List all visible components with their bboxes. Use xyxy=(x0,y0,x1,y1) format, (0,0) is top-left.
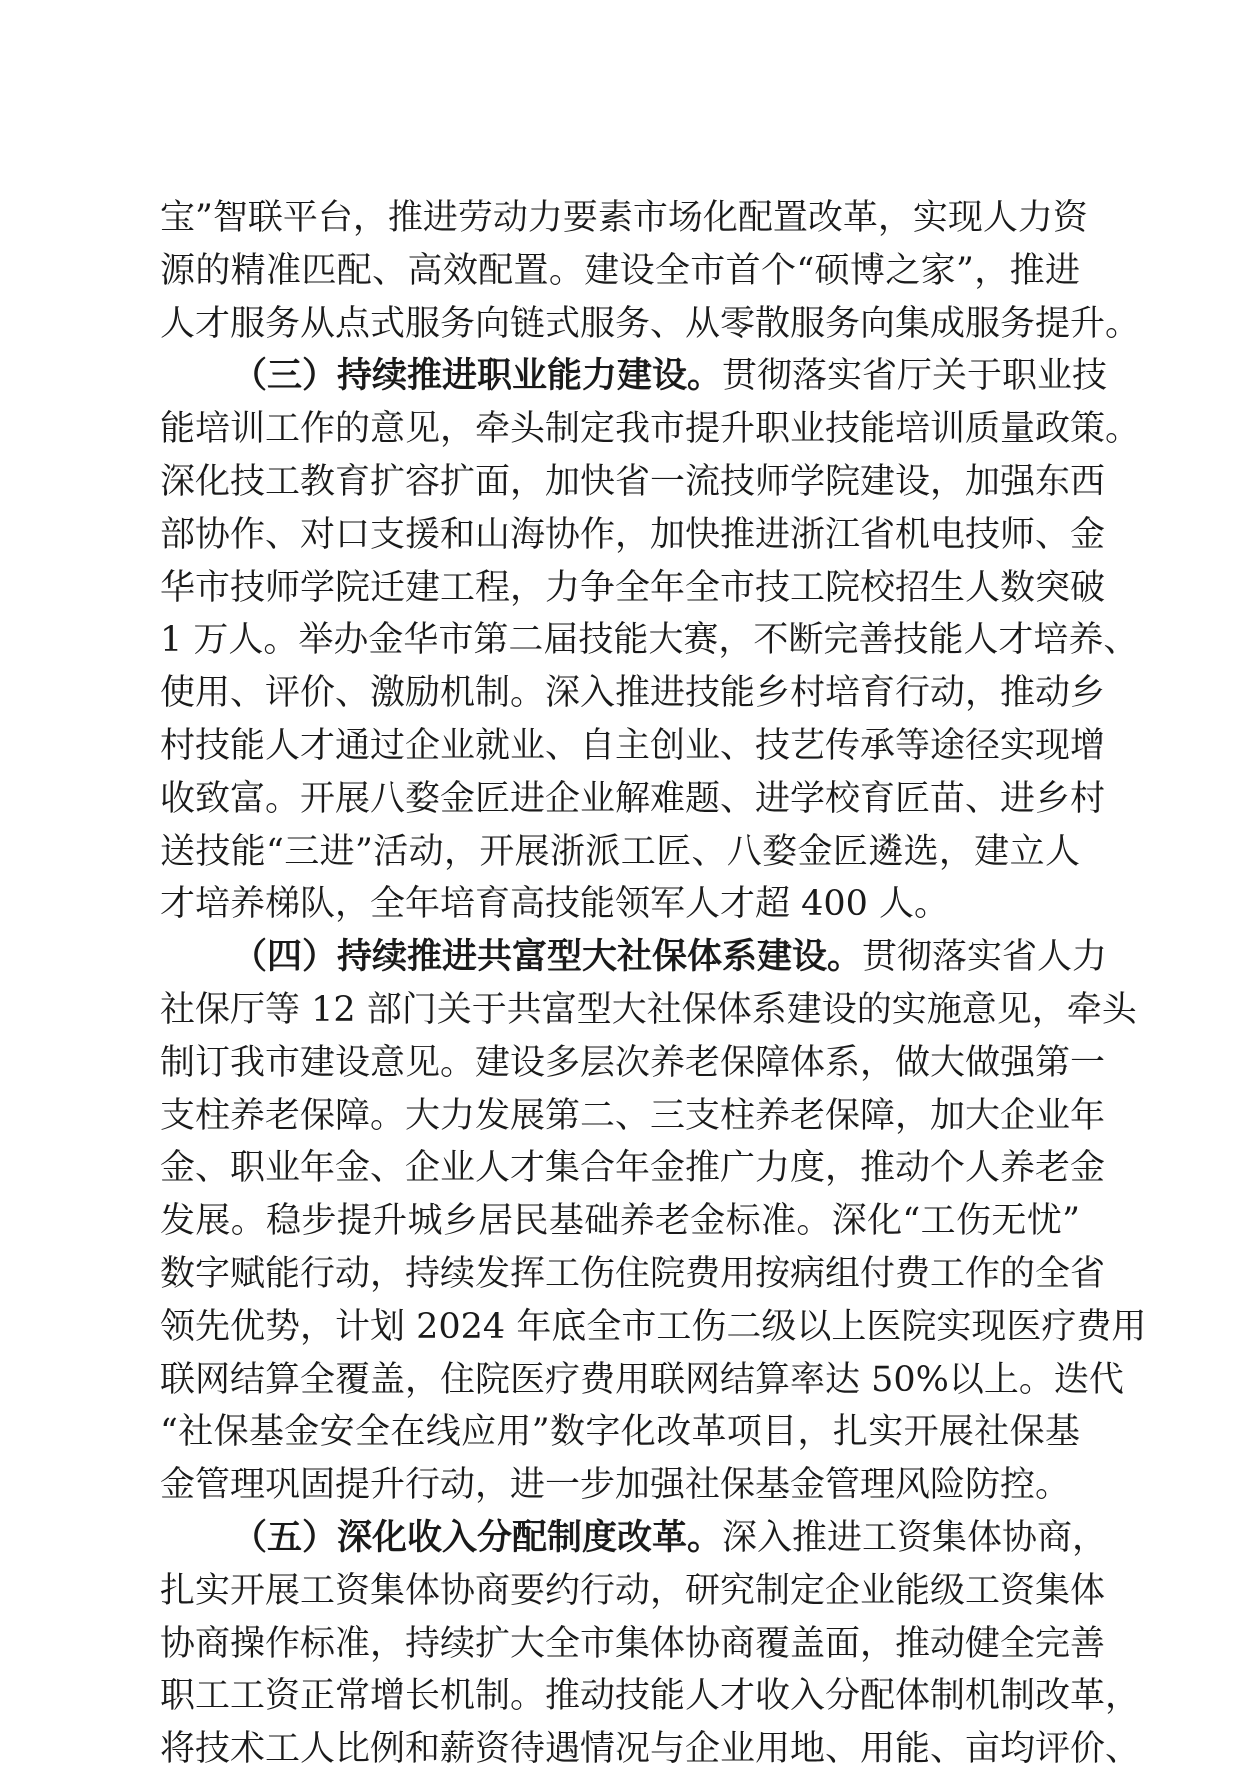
text-line: 职工工资正常增长机制。推动技能人才收入分配体制机制改革， xyxy=(160,1676,1141,1717)
section-heading: （三）持续推进职业能力建设。 xyxy=(232,355,723,397)
text-run: 深入推进工资集体协商， xyxy=(722,1517,1108,1558)
text-line: “社保基金安全在线应用”数字化改革项目，扎实开展社保基 xyxy=(160,1412,1080,1453)
text-line: 宝”智联平台，推进劳动力要素市场化配置改革，实现人力资 xyxy=(160,198,1088,238)
paragraph-vocational-skills xyxy=(160,350,1141,931)
text-line: 能培训工作的意见，牵头制定我市提升职业技能培训质量政策。 xyxy=(160,409,1141,450)
text-line: 深化技工教育扩容扩面，加快省一流技师学院建设，加强东西 xyxy=(160,461,1106,502)
text-line: 金、职业年金、企业人才集合年金推广力度，推动个人养老金 xyxy=(160,1148,1106,1189)
text-line: 支柱养老保障。大力发展第二、三支柱养老保障，加大企业年 xyxy=(160,1095,1106,1136)
text-line: 部协作、对口支援和山海协作，加快推进浙江省机电技师、金 xyxy=(160,514,1106,555)
text-line: 送技能“三进”活动，开展浙派工匠、八婺金匠遴选，建立人 xyxy=(160,831,1080,872)
paragraph-first-line xyxy=(160,931,1108,984)
text-run: 贯彻落实省人力 xyxy=(862,937,1108,978)
paragraph-first-line xyxy=(160,1512,1108,1565)
text-line: 人才服务从点式服务向链式服务、从零散服务向集成服务提升。 xyxy=(160,303,1141,344)
text-line: 发展。稳步提升城乡居民基础养老金标准。深化“工伤无忧” xyxy=(160,1201,1080,1242)
paragraph-income-distribution xyxy=(160,1512,1141,1776)
section-heading: （四）持续推进共富型大社保体系建设。 xyxy=(232,936,863,978)
text-line: 联网结算全覆盖，住院医疗费用联网结算率达 50%以上。迭代 xyxy=(160,1359,1124,1400)
text-line: 1 万人。举办金华市第二届技能大赛，不断完善技能人才培养、 xyxy=(160,620,1139,661)
text-line: 华市技师学院迁建工程，力争全年全市技工院校招生人数突破 xyxy=(160,567,1106,608)
document-body xyxy=(160,192,1147,1776)
text-line: 协商操作标准，持续扩大全市集体协商覆盖面，推动健全完善 xyxy=(160,1623,1106,1664)
paragraph-social-security xyxy=(160,931,1147,1512)
text-line: 村技能人才通过企业就业、自主创业、技艺传承等途径实现增 xyxy=(160,725,1106,766)
text-line: 制订我市建设意见。建设多层次养老保障体系，做大做强第一 xyxy=(160,1042,1106,1083)
text-line: 使用、评价、激励机制。深入推进技能乡村培育行动，推动乡 xyxy=(160,673,1106,714)
text-line: 收致富。开展八婺金匠进企业解难题、进学校育匠苗、进乡村 xyxy=(160,778,1106,819)
paragraph-first-line xyxy=(160,350,1108,403)
paragraph-continuation xyxy=(160,192,1141,350)
text-line: 金管理巩固提升行动，进一步加强社保基金管理风险防控。 xyxy=(160,1465,1071,1506)
text-run: 贯彻落实省厅关于职业技 xyxy=(722,356,1108,397)
text-line: 扎实开展工资集体协商要约行动，研究制定企业能级工资集体 xyxy=(160,1570,1106,1611)
text-line: 源的精准匹配、高效配置。建设全市首个“硕博之家”，推进 xyxy=(160,250,1080,291)
text-line: 数字赋能行动，持续发挥工伤住院费用按病组付费工作的全省 xyxy=(160,1253,1106,1294)
text-line: 领先优势，计划 2024 年底全市工伤二级以上医院实现医疗费用 xyxy=(160,1306,1147,1347)
section-heading: （五）深化收入分配制度改革。 xyxy=(232,1516,723,1558)
text-line: 社保厅等 12 部门关于共富型大社保体系建设的实施意见，牵头 xyxy=(160,989,1137,1030)
text-line: 才培养梯队，全年培育高技能领军人才超 400 人。 xyxy=(160,884,950,925)
text-line: 将技术工人比例和薪资待遇情况与企业用地、用能、亩均评价、 xyxy=(160,1729,1141,1770)
